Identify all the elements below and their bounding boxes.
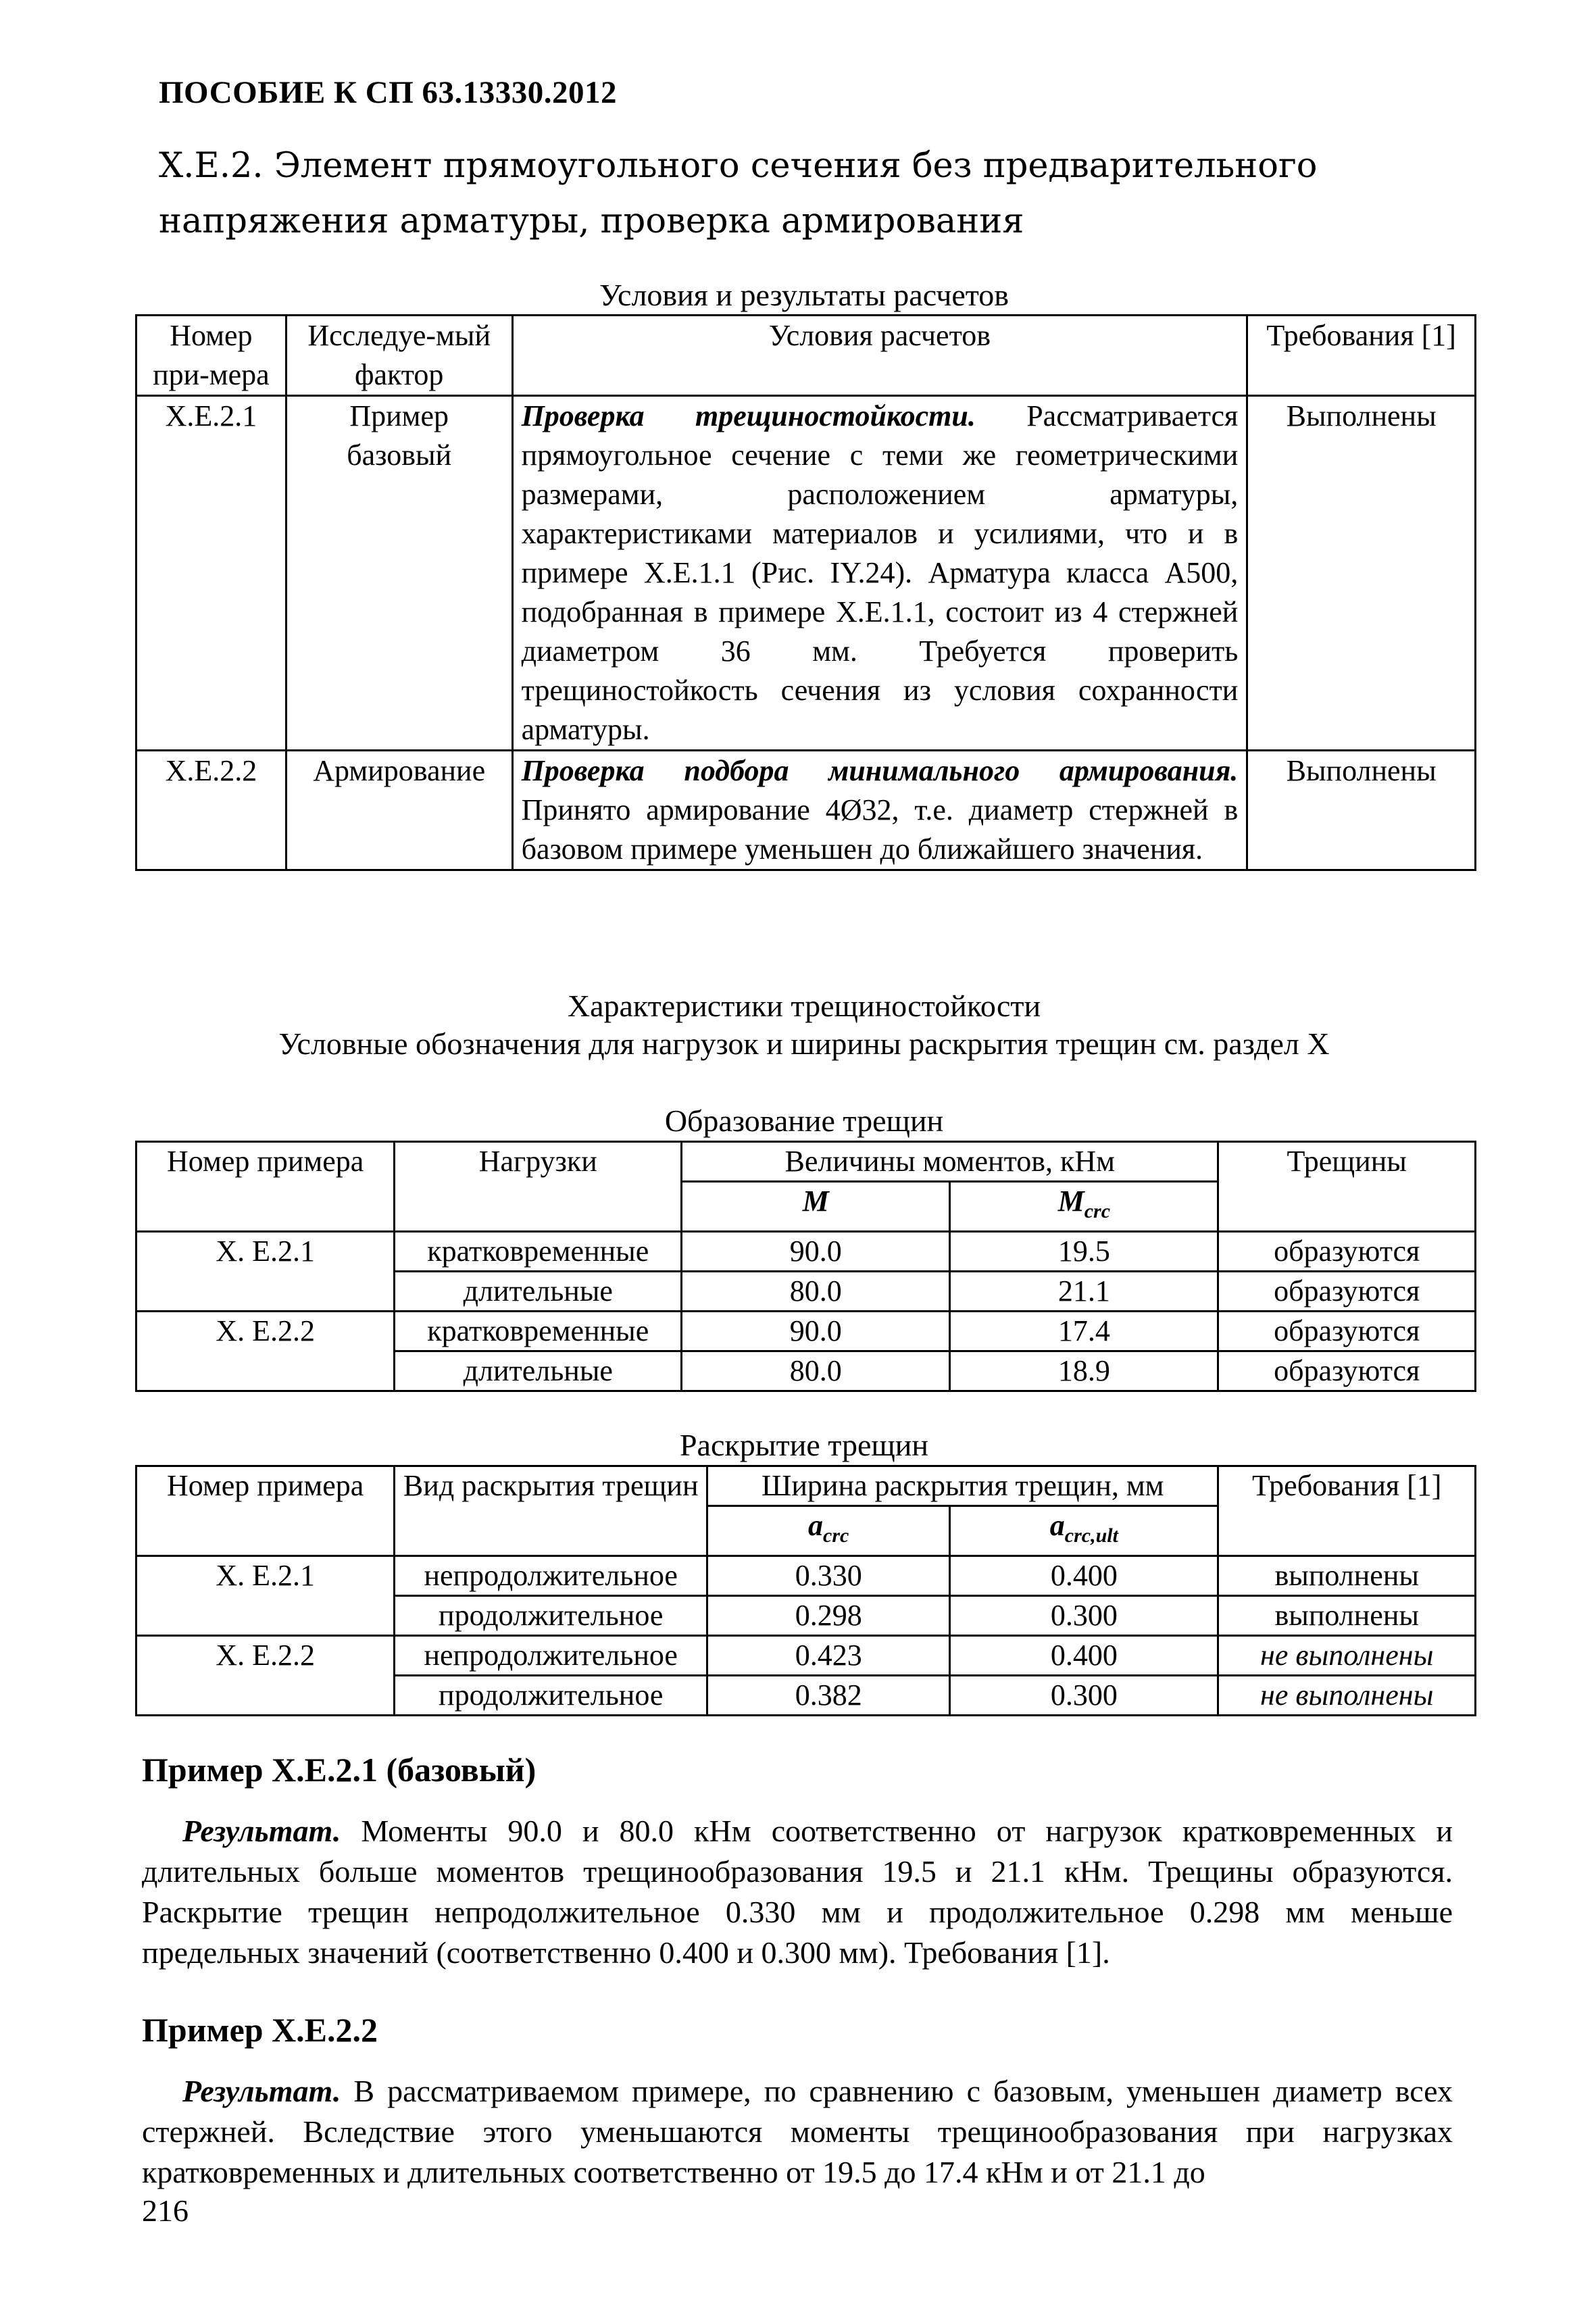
result-text: Моменты 90.0 и 80.0 кНм соответственно от нагрузок кратковременных и длительных больше моментов трещинообразования 19.5 и 21.1 кНм. Трещины образуются. Раскрытие трещин непродолжительное 0.330 мм и продолжительное 0.298 мм меньше предельных значений (соответственно 0.400 и 0.300 мм). Требования [1]. xyxy=(142,1814,1453,1970)
col-header-width: Ширина раскрытия трещин, мм xyxy=(707,1466,1218,1506)
col-header-loads: Нагрузки xyxy=(395,1142,682,1232)
example-number: Х. Е.2.1 xyxy=(136,1555,395,1635)
load-type: длительные xyxy=(395,1271,682,1311)
conditions-table xyxy=(135,314,1476,871)
col-header-acrc-ult: $a_{crc,ult}$ xyxy=(950,1506,1218,1556)
moment-m: 80.0 xyxy=(682,1271,950,1311)
acrc-ult-value: 0.300 xyxy=(950,1595,1218,1635)
requirement-cell: Выполнены xyxy=(1247,396,1476,751)
crack-result: образуются xyxy=(1218,1271,1476,1311)
col-header-acrc: $a_{crc}$ xyxy=(707,1506,950,1556)
moment-m: 80.0 xyxy=(682,1351,950,1391)
moment-mcrc: 18.9 xyxy=(950,1351,1218,1391)
conditions-cell xyxy=(512,751,1247,870)
result-label: Результат. xyxy=(182,2074,341,2108)
opening-type: продолжительное xyxy=(395,1675,707,1715)
example1-heading: Пример Х.Е.2.1 (базовый) xyxy=(142,1751,537,1789)
conditions-text: Принято армирование 4Ø32, т.е. диаметр стержней в базовом примере уменьшен до ближайшего значения. xyxy=(521,793,1239,866)
acrc-ult-value: 0.300 xyxy=(950,1675,1218,1715)
section-title: Х.Е.2. Элемент прямоугольного сечения без предварительного напряжения арматуры, проверка армирования xyxy=(159,146,1318,241)
example-number: Х. Е.2.1 xyxy=(136,1231,395,1311)
col-header-num: Номер примера xyxy=(136,1142,395,1232)
example2-heading: Пример Х.Е.2.2 xyxy=(142,2011,378,2049)
load-type: кратковременные xyxy=(395,1231,682,1271)
conditions-lead: Проверка подбора минимального армирования. xyxy=(521,754,1239,787)
acrc-value: 0.382 xyxy=(707,1675,950,1715)
example2-paragraph xyxy=(142,2071,1453,2193)
col-header-m: M xyxy=(682,1182,950,1232)
example-number: Х.Е.2.1 xyxy=(136,396,286,751)
crack-result: образуются xyxy=(1218,1231,1476,1271)
acrc-value: 0.423 xyxy=(707,1635,950,1675)
col-header-num: Номер примера xyxy=(136,1466,395,1556)
crack-section-title: Характеристики трещиностойкости xyxy=(567,989,1041,1023)
crack-opening-table xyxy=(135,1465,1476,1716)
table3-caption: Раскрытие трещин xyxy=(679,1428,929,1462)
requirement-result: не выполнены xyxy=(1218,1675,1476,1715)
col-header-cracks: Трещины xyxy=(1218,1142,1476,1232)
result-text: В рассматриваемом примере, по сравнению с базовым, уменьшен диаметр всех стержней. Вследствие этого уменьшаются моменты трещинообразования при нагрузках кратковременных и длительных соответственно от 19.5 до 17.4 кНм и от 21.1 до xyxy=(142,2074,1453,2189)
load-type: кратковременные xyxy=(395,1311,682,1351)
running-header: ПОСОБИЕ К СП 63.13330.2012 xyxy=(159,75,617,110)
factor-cell: Пример базовый xyxy=(286,396,512,751)
example-number: Х. Е.2.2 xyxy=(136,1311,395,1391)
crack-result: образуются xyxy=(1218,1351,1476,1391)
table-row xyxy=(136,1311,1476,1351)
factor-cell: Армирование xyxy=(286,751,512,870)
moment-mcrc: 17.4 xyxy=(950,1311,1218,1351)
requirement-result: не выполнены xyxy=(1218,1635,1476,1675)
col-header-factor: Исследуе-мый фактор xyxy=(286,316,512,396)
col-header-mcrc: $M_{crc}$ xyxy=(950,1182,1218,1232)
crack-formation-table xyxy=(135,1141,1476,1392)
acrc-ult-value: 0.400 xyxy=(950,1635,1218,1675)
load-type: длительные xyxy=(395,1351,682,1391)
col-header-num: Номер при-мера xyxy=(136,316,286,396)
table2-caption: Образование трещин xyxy=(664,1103,944,1138)
crack-section-subtitle: Условные обозначения для нагрузок и ширины раскрытия трещин см. раздел Х xyxy=(278,1026,1330,1061)
col-header-conditions: Условия расчетов xyxy=(512,316,1247,396)
page-number: 216 xyxy=(142,2193,189,2228)
requirement-result: выполнены xyxy=(1218,1595,1476,1635)
moment-m: 90.0 xyxy=(682,1311,950,1351)
moment-m: 90.0 xyxy=(682,1231,950,1271)
table1-caption: Условия и результаты расчетов xyxy=(599,278,1009,312)
crack-result: образуются xyxy=(1218,1311,1476,1351)
col-header-requirements: Требования [1] xyxy=(1218,1466,1476,1556)
table-row xyxy=(136,751,1476,870)
table-header-row xyxy=(136,316,1476,396)
result-label: Результат. xyxy=(182,1814,341,1848)
acrc-value: 0.330 xyxy=(707,1555,950,1595)
conditions-cell xyxy=(512,396,1247,751)
requirement-result: выполнены xyxy=(1218,1555,1476,1595)
col-header-opening-type: Вид раскрытия трещин xyxy=(395,1466,707,1556)
table-row xyxy=(136,1635,1476,1675)
conditions-text: Рассматривается прямоугольное сечение с теми же геометрическими размерами, расположением арматуры, характеристиками материалов и усилиями, что и в примере Х.Е.1.1 (Рис. ΙΥ.24). Арматура класса А500, подобранная в примере Х.Е.1.1, состоит из 4 стержней диаметром 36 мм. Требуется проверить трещиностойкость сечения из условия сохранности арматуры. xyxy=(521,399,1239,746)
col-header-moments: Величины моментов, кНм xyxy=(682,1142,1218,1182)
example-number: Х. Е.2.2 xyxy=(136,1635,395,1715)
moment-mcrc: 21.1 xyxy=(950,1271,1218,1311)
moment-mcrc: 19.5 xyxy=(950,1231,1218,1271)
table-row xyxy=(136,1231,1476,1271)
table-row xyxy=(136,1555,1476,1595)
acrc-value: 0.298 xyxy=(707,1595,950,1635)
example-number: Х.Е.2.2 xyxy=(136,751,286,870)
table-row xyxy=(136,396,1476,751)
requirement-cell: Выполнены xyxy=(1247,751,1476,870)
opening-type: продолжительное xyxy=(395,1595,707,1635)
conditions-lead: Проверка трещиностойкости. xyxy=(521,399,976,432)
example1-paragraph xyxy=(142,1811,1453,1973)
opening-type: непродолжительное xyxy=(395,1635,707,1675)
col-header-requirements: Требования [1] xyxy=(1247,316,1476,396)
acrc-ult-value: 0.400 xyxy=(950,1555,1218,1595)
opening-type: непродолжительное xyxy=(395,1555,707,1595)
